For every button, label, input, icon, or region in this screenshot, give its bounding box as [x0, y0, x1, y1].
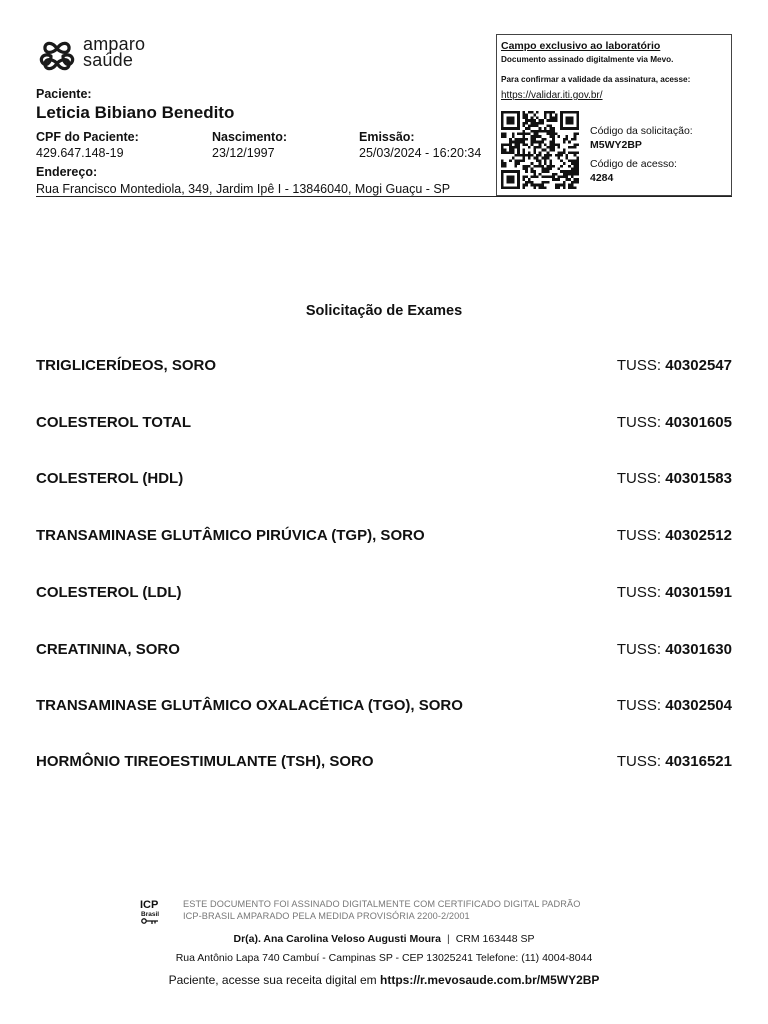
exam-tuss [617, 641, 732, 658]
exam-tuss [617, 527, 732, 544]
address-value: Rua Francisco Montediola, 349, Jardim Ipê I - 13846040, Mogi Guaçu - SP [36, 182, 451, 196]
tuss-label: TUSS: [616, 641, 662, 658]
tuss-code: 40302504 [665, 697, 732, 714]
exam-row [36, 527, 732, 547]
issue-label: Emissão: [359, 130, 415, 144]
exam-row [36, 357, 732, 377]
certificate-text-line-2: ICP-BRASIL AMPARADO PELA MEDIDA PROVISÓRIA 2200-2/2001 [183, 911, 470, 921]
tuss-code: 40301630 [665, 641, 732, 658]
heart-flower-icon [36, 36, 78, 76]
brand-line-2: saúde [83, 50, 134, 70]
patient-label: Paciente: [36, 87, 92, 101]
exam-name: COLESTEROL (HDL) [36, 470, 184, 487]
exam-name: TRANSAMINASE GLUTÂMICO PIRÚVICA (TGP), SORO [36, 527, 425, 544]
lab-box-title: Campo exclusivo ao laboratório [501, 40, 661, 52]
exam-row [36, 584, 732, 604]
tuss-code: 40301605 [665, 414, 732, 431]
amparo-saude-logo [36, 36, 166, 78]
lab-box-subtitle: Documento assinado digitalmente via Mevo. [501, 55, 674, 64]
svg-text:Brasil: Brasil [141, 911, 160, 918]
tuss-label: TUSS: [616, 470, 662, 487]
access-url-link[interactable]: https://r.mevosaude.com.br/M5WY2BP [380, 973, 600, 987]
clinic-address: Rua Antônio Lapa 740 Cambuí - Campinas SP - CEP 13025241 Telefone: (11) 4004-8044 [175, 952, 593, 964]
exam-name: CREATININA, SORO [36, 641, 180, 658]
lab-exclusive-box [496, 34, 732, 196]
tuss-label: TUSS: [616, 527, 662, 544]
exam-name: TRANSAMINASE GLUTÂMICO OXALACÉTICA (TGO), SORO [36, 697, 463, 714]
exam-row [36, 414, 732, 434]
tuss-label: TUSS: [616, 584, 662, 601]
brand-line-1: amparo [83, 34, 146, 54]
tuss-label: TUSS: [616, 753, 662, 770]
exam-tuss [617, 357, 732, 374]
request-code-label: Código da solicitação: [590, 125, 693, 137]
exam-row [36, 470, 732, 490]
qr-code-icon [500, 111, 580, 189]
access-prefix: Paciente, acesse sua receita digital em [168, 973, 377, 987]
exam-tuss [617, 414, 732, 431]
certificate-text-line-1: ESTE DOCUMENTO FOI ASSINADO DIGITALMENTE COM CERTIFICADO DIGITAL PADRÃO [183, 899, 581, 909]
address-label: Endereço: [36, 165, 98, 179]
request-code-value: M5WY2BP [590, 139, 642, 151]
tuss-code: 40302512 [665, 527, 732, 544]
birth-value: 23/12/1997 [212, 146, 275, 160]
tuss-code: 40301583 [665, 470, 732, 487]
icp-brasil-logo [138, 896, 168, 926]
qr-modules [501, 111, 579, 189]
doctor-separator: | [446, 933, 450, 945]
tuss-code: 40316521 [665, 753, 732, 770]
exam-tuss [617, 753, 732, 770]
cpf-value: 429.647.148-19 [36, 146, 124, 160]
header-divider [36, 196, 732, 197]
doctor-name: Dr(a). Ana Carolina Veloso Augusti Moura [233, 933, 441, 945]
tuss-code: 40302547 [665, 357, 732, 374]
exam-row [36, 697, 732, 717]
cpf-label: CPF do Paciente: [36, 130, 139, 144]
svg-text:ICP: ICP [140, 899, 159, 911]
exam-tuss [617, 697, 732, 714]
exam-row [36, 753, 732, 773]
patient-name: Leticia Bibiano Benedito [36, 103, 235, 122]
doctor-crm: CRM 163448 SP [455, 933, 535, 945]
lab-box-confirm-text: Para confirmar a validade da assinatura, acesse: [501, 75, 691, 84]
exam-tuss [617, 584, 732, 601]
birth-label: Nascimento: [212, 130, 288, 144]
exam-name: COLESTEROL TOTAL [36, 414, 192, 431]
tuss-label: TUSS: [616, 414, 662, 431]
exam-name: HORMÔNIO TIREOESTIMULANTE (TSH), SORO [36, 753, 374, 770]
exam-name: COLESTEROL (LDL) [36, 584, 182, 601]
brand-name [83, 36, 145, 68]
tuss-label: TUSS: [616, 357, 662, 374]
document-title: Solicitação de Exames [305, 303, 463, 319]
access-line [0, 973, 768, 987]
exam-tuss [617, 470, 732, 487]
issue-value: 25/03/2024 - 16:20:34 [359, 146, 482, 160]
exam-name: TRIGLICERÍDEOS, SORO [36, 357, 217, 374]
access-code-label: Código de acesso: [590, 158, 677, 170]
validation-link[interactable]: https://validar.iti.gov.br/ [501, 90, 603, 101]
tuss-label: TUSS: [616, 697, 662, 714]
tuss-code: 40301591 [665, 584, 732, 601]
doctor-line [0, 933, 768, 945]
exam-row [36, 641, 732, 661]
access-code-value: 4284 [590, 172, 614, 184]
